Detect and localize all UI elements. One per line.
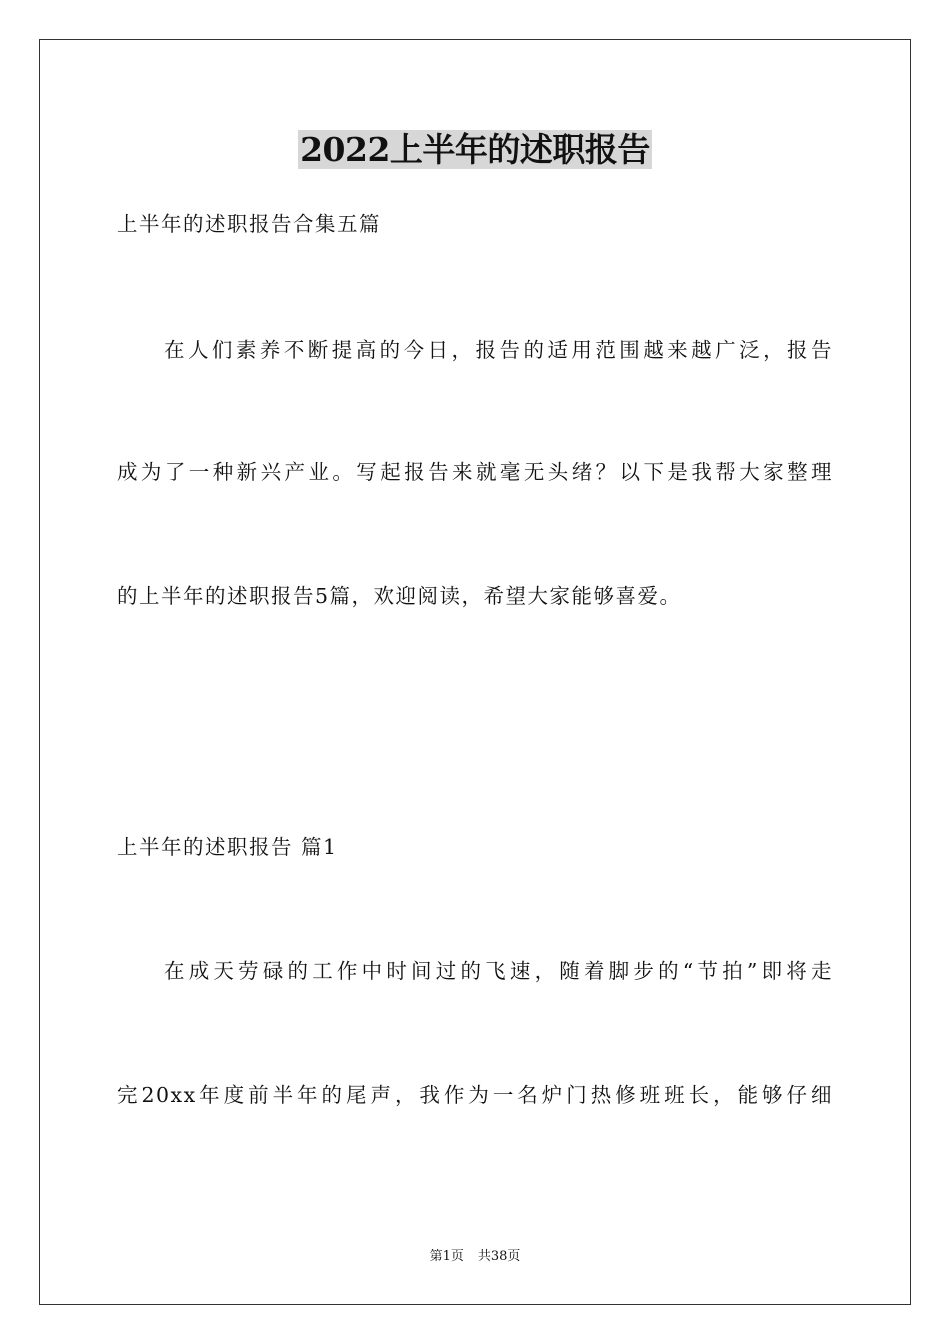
page-number-total: 共38页 xyxy=(477,1249,521,1264)
document-title-text: 2022上半年的述职报告 xyxy=(300,130,650,169)
page-footer xyxy=(0,1248,950,1266)
section-paragraph-line-1: 在成天劳碌的工作中时间过的飞速，随着脚步的“节拍”即将走 xyxy=(164,959,833,983)
section-paragraph-line-2: 完20xx年度前半年的尾声，我作为一名炉门热修班班长，能够仔细 xyxy=(117,1083,833,1107)
intro-paragraph-line-2: 成为了一种新兴产业。写起报告来就毫无头绪？以下是我帮大家整理 xyxy=(117,460,833,484)
page-number-current: 第1页 xyxy=(429,1249,464,1264)
intro-paragraph-line-3: 的上半年的述职报告5篇，欢迎阅读，希望大家能够喜爱。 xyxy=(117,584,682,608)
intro-paragraph-line-1: 在人们素养不断提高的今日，报告的适用范围越来越广泛，报告 xyxy=(164,338,833,362)
section-heading: 上半年的述职报告 篇1 xyxy=(117,835,338,859)
document-title xyxy=(0,128,950,172)
document-subtitle: 上半年的述职报告合集五篇 xyxy=(117,212,381,236)
